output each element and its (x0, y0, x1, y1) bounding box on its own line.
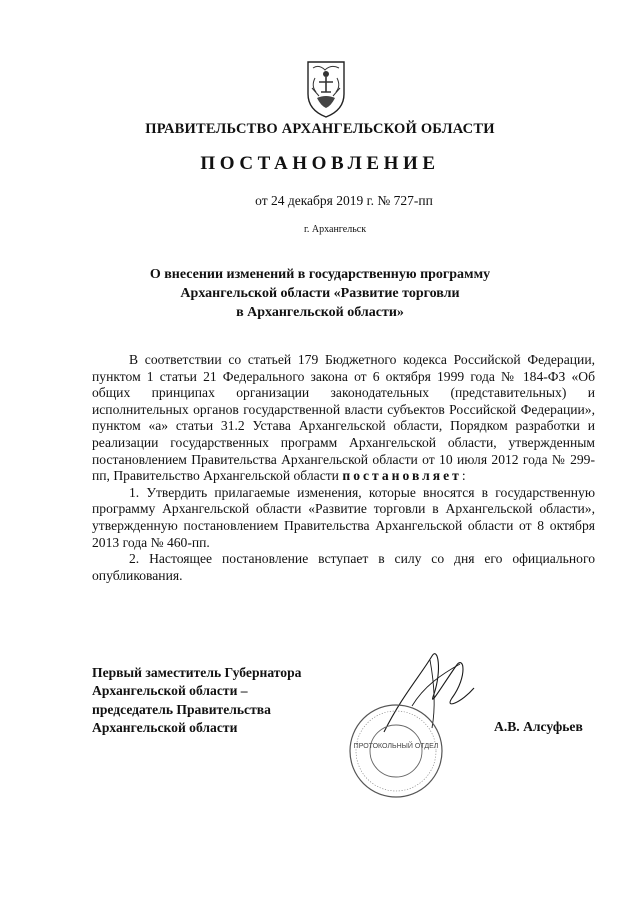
title-line: в Архангельской области» (236, 305, 404, 320)
signer-name: А.В. Алсуфьев (494, 719, 583, 734)
title-line: Архангельской области «Развитие торговли (180, 286, 460, 301)
item-paragraph: 1. Утвердить прилагаемые изменения, которые вносятся в государственную программу Архангельской области «Развитие торговли в Архангельской области», утвержденную постановлением Правительства Архангельской области от 8 октября 2013 года № 460-пп. (92, 484, 595, 550)
document-type: ПОСТАНОВЛЕНИЕ (200, 153, 440, 174)
decree-word: постановляет (342, 468, 462, 484)
decree-colon: : (461, 468, 466, 484)
stamp-text: ПРОТОКОЛЬНЫЙ ОТДЕЛ (353, 743, 439, 750)
document-city: г. Архангельск (303, 224, 367, 235)
document-date-number: от 24 декабря 2019 г. № 727-пп (255, 193, 433, 208)
signer-title (92, 664, 301, 738)
organization-name: ПРАВИТЕЛЬСТВО АРХАНГЕЛЬСКОЙ ОБЛАСТИ (145, 121, 495, 137)
signer-title-line: Первый заместитель Губернатора (92, 665, 302, 680)
signer-title-line: председатель Правительства (92, 701, 271, 717)
coat-of-arms-icon (305, 58, 347, 120)
preamble-paragraph (92, 352, 595, 485)
preamble-text: В соответствии со статьей 179 Бюджетного кодекса Российской Федерации, пунктом 1 статьи 21 Федерального закона от 6 октября 1999 года № 184-ФЗ «Об общих принципах организации законодательных (представительных) и исполнительных органов государственной власти субъектов Российской Федерации», пунктом «а» статьи 31.2 Устава Архангельской области, Порядком разработки и реализации государственных программ Архангельской области, утвержденным постановлением Правительства Архангельской области от 10 июля 2012 года № 299-пп, Правительство Архангельской области (92, 352, 595, 484)
official-seal-icon (347, 702, 445, 800)
item-paragraph: 2. Настоящее постановление вступает в силу со дня его официального опубликования. (92, 551, 595, 583)
signer-title-line: Архангельской области – (92, 683, 248, 699)
document-title (120, 265, 520, 322)
title-line: О внесении изменений в государственную программу (149, 267, 491, 282)
document-body (92, 352, 595, 584)
signer-title-line: Архангельской области (92, 720, 238, 736)
